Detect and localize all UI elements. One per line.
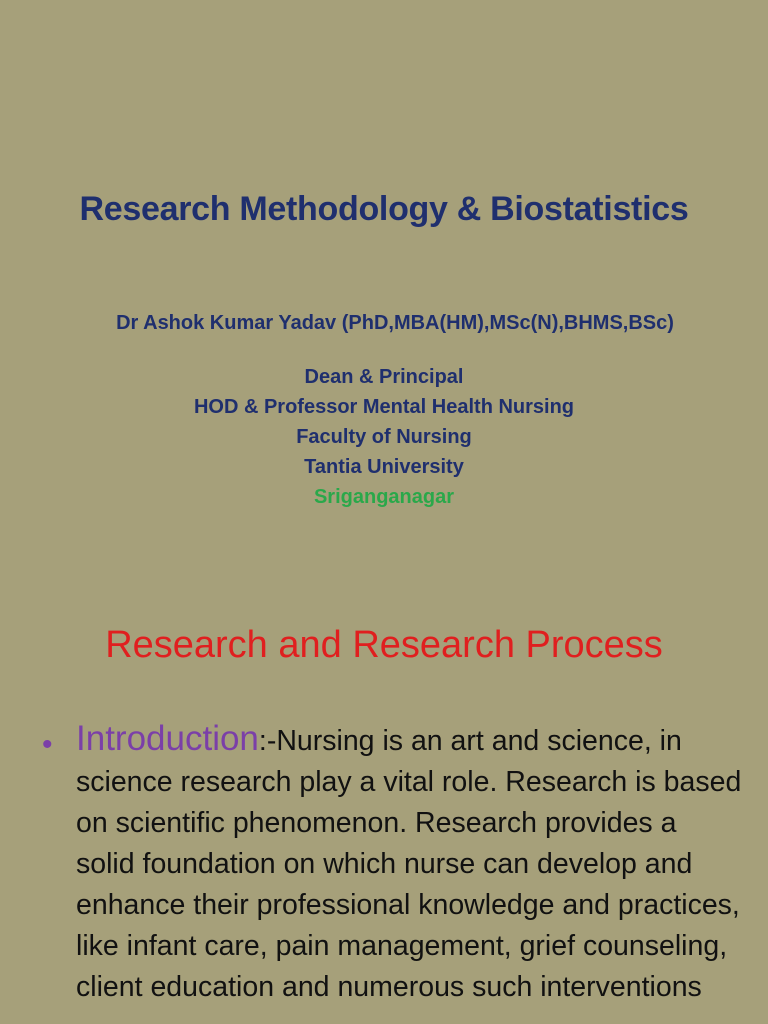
location-text: Sriganganagar bbox=[313, 486, 455, 508]
bullet-item bbox=[42, 718, 742, 1008]
bullet-icon: • bbox=[42, 728, 53, 761]
bullet-lead: Introduction bbox=[76, 719, 259, 758]
affiliation-line: Dean & Principal bbox=[304, 366, 464, 388]
affiliation-line: Faculty of Nursing bbox=[296, 426, 472, 448]
bullet-paragraph bbox=[76, 718, 742, 1008]
affiliation-line: HOD & Professor Mental Health Nursing bbox=[193, 396, 575, 418]
slide-title: Research Methodology & Biostatistics bbox=[79, 190, 689, 228]
bullet-body: :-Nursing is an art and science, in science research play a vital role. Research is based on scientific phenomenon. Research provides a solid foundation on which nurse can develop and enhance their professional knowledge and practices, like infant care, pain management, grief counseling, client education and numerous such interventions bbox=[76, 725, 742, 1003]
affiliation-block bbox=[0, 362, 768, 512]
affiliation-line: Tantia University bbox=[304, 456, 464, 478]
author-name: Dr Ashok Kumar Yadav (PhD,MBA(HM),MSc(N),BHMS,BSc) bbox=[116, 312, 674, 334]
content-slide bbox=[0, 590, 768, 1024]
slide-heading: Research and Research Process bbox=[105, 624, 663, 666]
